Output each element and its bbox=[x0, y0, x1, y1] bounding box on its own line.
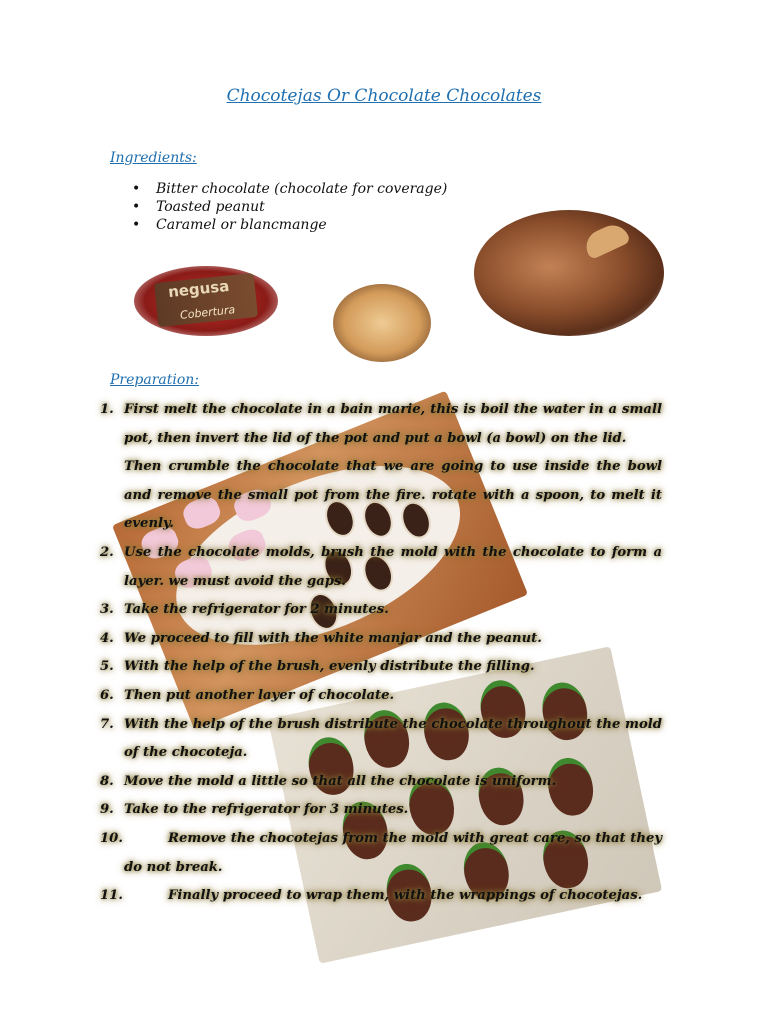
chocobar-sub: Cobertura bbox=[179, 303, 236, 322]
preparation-heading: Preparation: bbox=[110, 372, 200, 388]
step-item: 2. Use the chocolate molds, brush the mold with the chocolate to form a layer. we must avoid the gaps. bbox=[100, 539, 662, 596]
step-item: 5. With the help of the brush, evenly distribute the filling. bbox=[100, 653, 662, 682]
step-text: We proceed to fill with the white manjar and the peanut. bbox=[124, 630, 542, 646]
step-item: 3. Take the refrigerator for 2 minutes. bbox=[100, 596, 662, 625]
step-text: Finally proceed to wrap them, with the wrappings of chocotejas. bbox=[168, 888, 643, 904]
step-text: Take to the refrigerator for 3 minutes. bbox=[124, 802, 409, 818]
step-item: 9. Take to the refrigerator for 3 minutes. bbox=[100, 796, 662, 825]
chocobar-brand: negusa bbox=[167, 276, 231, 302]
step-item: 4. We proceed to fill with the white manjar and the peanut. bbox=[100, 625, 662, 654]
step-text: With the help of the brush distribute the chocolate throughout the mold of the chocoteja. bbox=[124, 716, 662, 761]
step-item: 6. Then put another layer of chocolate. bbox=[100, 682, 662, 711]
step-item: 11. Finally proceed to wrap them, with the wrappings of chocotejas. bbox=[100, 888, 643, 904]
step-text: First melt the chocolate in a bain marie, this is boil the water in a small pot, then invert the lid of the pot and put a bowl (a bowl) on the lid. bbox=[124, 402, 662, 446]
ingredient-item: • Caramel or blancmange bbox=[130, 216, 447, 234]
ingredients-heading: Ingredients: bbox=[110, 150, 197, 166]
step-text: Remove the chocotejas from the mold with great care, so that they do not break. bbox=[124, 830, 662, 875]
melted-chocolate-photo bbox=[474, 210, 664, 336]
chocolate-bar-photo bbox=[134, 266, 278, 336]
step-text: With the help of the brush, evenly distribute the filling. bbox=[124, 659, 535, 675]
ingredient-item: • Bitter chocolate (chocolate for coverage) bbox=[130, 180, 447, 198]
page-title: Chocotejas Or Chocolate Chocolates bbox=[226, 86, 542, 106]
step-text: Then put another layer of chocolate. bbox=[124, 687, 395, 703]
step-text: Move the mold a little so that all the chocolate is uniform. bbox=[124, 773, 557, 789]
step-text-continued: Then crumble the chocolate that we are going to use inside the bowl and remove the small pot from the fire. rotate with a spoon, to melt it evenly. bbox=[124, 459, 662, 532]
preparation-list bbox=[100, 396, 662, 911]
step-text: Take the refrigerator for 2 minutes. bbox=[124, 602, 389, 618]
step-item: 7. With the help of the brush distribute the chocolate throughout the mold of the chocoteja. bbox=[100, 711, 662, 768]
step-text: Use the chocolate molds, brush the mold with the chocolate to form a layer. we must avoid the gaps. bbox=[124, 544, 662, 589]
step-item: 8. Move the mold a little so that all the chocolate is uniform. bbox=[100, 768, 662, 797]
ingredient-item: • Toasted peanut bbox=[130, 198, 447, 216]
ingredients-list bbox=[130, 180, 447, 234]
step-item: 1. First melt the chocolate in a bain marie, this is boil the water in a small pot, then invert the lid of the pot and put a bowl (a bowl) on the lid. Then crumble the chocolate that we are going to use inside the bowl and remove the small pot from the fire. rotate with a spoon, to melt it evenly. bbox=[100, 396, 662, 539]
step-item: 10. Remove the chocotejas from the mold with great care, so that they do not break. bbox=[100, 830, 662, 875]
peanut-bowl-photo bbox=[333, 284, 431, 362]
